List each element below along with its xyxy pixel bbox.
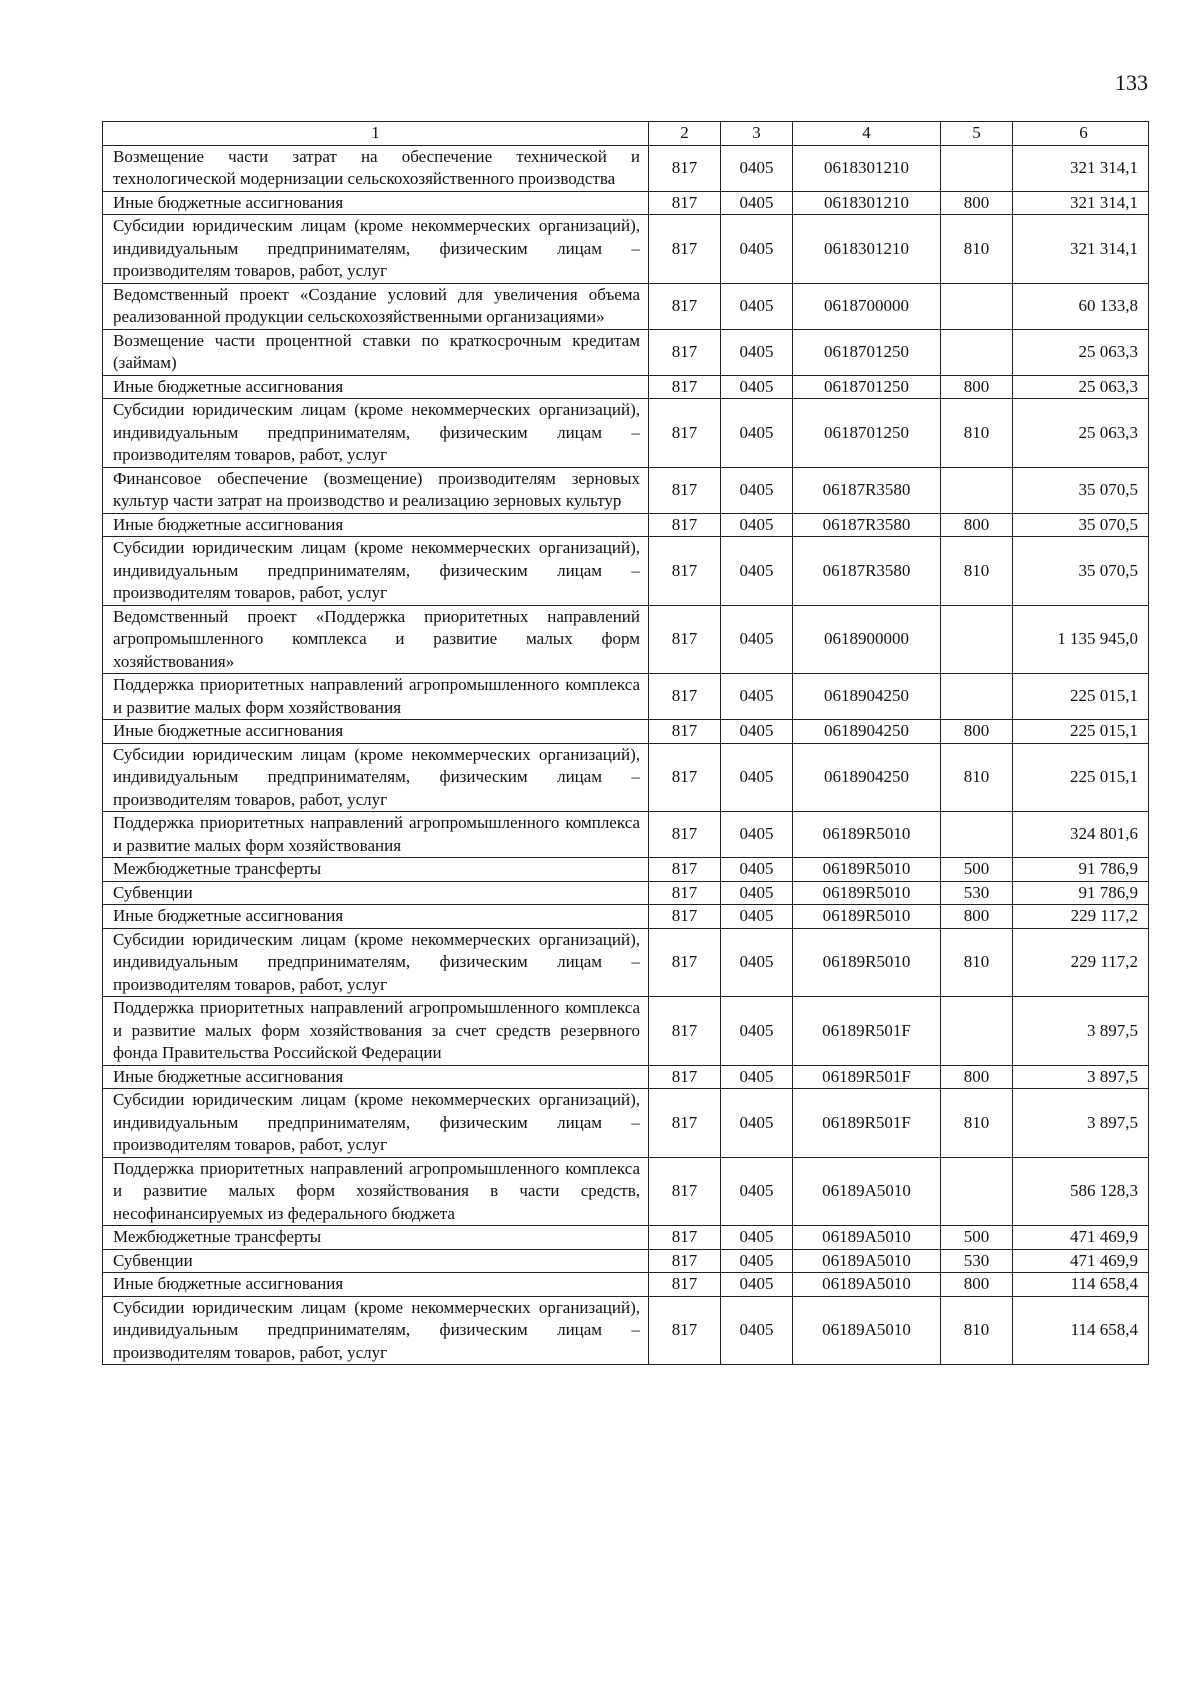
row-grbs-code: 817: [649, 467, 721, 513]
row-target-code: 06189R5010: [793, 905, 941, 929]
row-section-code: 0405: [721, 743, 793, 812]
page-number: 133: [1115, 70, 1148, 95]
row-target-code: 06189R5010: [793, 858, 941, 882]
table-row: [103, 812, 1149, 858]
row-expense-type: 800: [941, 191, 1013, 215]
table-row: [103, 191, 1149, 215]
row-target-code: 06187R3580: [793, 467, 941, 513]
row-amount: 1 135 945,0: [1013, 605, 1149, 674]
row-description: Субсидии юридическим лицам (кроме некоммерческих организаций), индивидуальным предпринимателям, физическим лицам – производителям товаров, работ, услуг: [103, 928, 649, 997]
row-description: Возмещение части затрат на обеспечение технической и технологической модернизации сельскохозяйственного производства: [103, 145, 649, 191]
table-row: [103, 1065, 1149, 1089]
header-cell-1: 1: [103, 122, 649, 146]
row-section-code: 0405: [721, 1296, 793, 1365]
row-amount: 471 469,9: [1013, 1249, 1149, 1273]
row-description: Иные бюджетные ассигнования: [103, 1065, 649, 1089]
row-target-code: 06189A5010: [793, 1249, 941, 1273]
row-description: Поддержка приоритетных направлений агропромышленного комплекса и развитие малых форм хозяйствования за счет средств резервного фонда Правительства Российской Федерации: [103, 997, 649, 1066]
budget-table: [102, 121, 1149, 1365]
row-amount: 35 070,5: [1013, 467, 1149, 513]
row-expense-type: 810: [941, 928, 1013, 997]
row-section-code: 0405: [721, 605, 793, 674]
row-section-code: 0405: [721, 858, 793, 882]
header-cell-4: 4: [793, 122, 941, 146]
row-amount: 3 897,5: [1013, 1089, 1149, 1158]
row-amount: 3 897,5: [1013, 997, 1149, 1066]
row-description: Субвенции: [103, 881, 649, 905]
row-description: Субсидии юридическим лицам (кроме некоммерческих организаций), индивидуальным предпринимателям, физическим лицам – производителям товаров, работ, услуг: [103, 1089, 649, 1158]
row-expense-type: 500: [941, 858, 1013, 882]
row-expense-type: 810: [941, 215, 1013, 284]
table-row: [103, 674, 1149, 720]
row-grbs-code: 817: [649, 191, 721, 215]
row-target-code: 0618701250: [793, 399, 941, 468]
row-amount: 25 063,3: [1013, 375, 1149, 399]
row-expense-type: [941, 283, 1013, 329]
row-target-code: 06189R5010: [793, 928, 941, 997]
row-description: Иные бюджетные ассигнования: [103, 191, 649, 215]
table-row: [103, 329, 1149, 375]
row-expense-type: 800: [941, 375, 1013, 399]
row-grbs-code: 817: [649, 674, 721, 720]
row-expense-type: 800: [941, 513, 1013, 537]
row-grbs-code: 817: [649, 743, 721, 812]
row-target-code: 0618701250: [793, 329, 941, 375]
row-description: Субсидии юридическим лицам (кроме некоммерческих организаций), индивидуальным предпринимателям, физическим лицам – производителям товаров, работ, услуг: [103, 215, 649, 284]
row-target-code: 06189A5010: [793, 1296, 941, 1365]
row-grbs-code: 817: [649, 1296, 721, 1365]
row-target-code: 0618701250: [793, 375, 941, 399]
table-row: [103, 215, 1149, 284]
row-section-code: 0405: [721, 467, 793, 513]
row-grbs-code: 817: [649, 928, 721, 997]
row-expense-type: 530: [941, 1249, 1013, 1273]
row-grbs-code: 817: [649, 1226, 721, 1250]
header-cell-6: 6: [1013, 122, 1149, 146]
row-grbs-code: 817: [649, 1249, 721, 1273]
row-description: Финансовое обеспечение (возмещение) производителям зерновых культур части затрат на производство и реализацию зерновых культур: [103, 467, 649, 513]
row-target-code: 0618700000: [793, 283, 941, 329]
header-row: [103, 122, 1149, 146]
table-row: [103, 467, 1149, 513]
row-grbs-code: 817: [649, 905, 721, 929]
row-grbs-code: 817: [649, 375, 721, 399]
row-description: Ведомственный проект «Поддержка приоритетных направлений агропромышленного комплекса и развитие малых форм хозяйствования»: [103, 605, 649, 674]
row-target-code: 0618301210: [793, 215, 941, 284]
row-section-code: 0405: [721, 375, 793, 399]
table-row: [103, 375, 1149, 399]
row-expense-type: 800: [941, 720, 1013, 744]
row-section-code: 0405: [721, 1273, 793, 1297]
table-row: [103, 858, 1149, 882]
header-cell-3: 3: [721, 122, 793, 146]
row-section-code: 0405: [721, 1157, 793, 1226]
row-description: Субсидии юридическим лицам (кроме некоммерческих организаций), индивидуальным предпринимателям, физическим лицам – производителям товаров, работ, услуг: [103, 537, 649, 606]
row-target-code: 06189R5010: [793, 881, 941, 905]
row-description: Иные бюджетные ассигнования: [103, 375, 649, 399]
row-expense-type: [941, 812, 1013, 858]
row-amount: 91 786,9: [1013, 858, 1149, 882]
table-row: [103, 720, 1149, 744]
row-expense-type: 800: [941, 1065, 1013, 1089]
row-section-code: 0405: [721, 283, 793, 329]
row-amount: 3 897,5: [1013, 1065, 1149, 1089]
row-section-code: 0405: [721, 513, 793, 537]
row-grbs-code: 817: [649, 283, 721, 329]
table-row: [103, 399, 1149, 468]
table-row: [103, 1249, 1149, 1273]
table-row: [103, 1089, 1149, 1158]
table-row: [103, 928, 1149, 997]
row-amount: 321 314,1: [1013, 215, 1149, 284]
row-amount: 225 015,1: [1013, 674, 1149, 720]
row-description: Иные бюджетные ассигнования: [103, 905, 649, 929]
row-grbs-code: 817: [649, 881, 721, 905]
row-target-code: 06189A5010: [793, 1157, 941, 1226]
row-expense-type: [941, 1157, 1013, 1226]
row-expense-type: [941, 605, 1013, 674]
row-target-code: 06189A5010: [793, 1226, 941, 1250]
row-grbs-code: 817: [649, 1273, 721, 1297]
row-amount: 35 070,5: [1013, 537, 1149, 606]
row-grbs-code: 817: [649, 215, 721, 284]
row-description: Иные бюджетные ассигнования: [103, 1273, 649, 1297]
row-description: Субсидии юридическим лицам (кроме некоммерческих организаций), индивидуальным предпринимателям, физическим лицам – производителям товаров, работ, услуг: [103, 399, 649, 468]
row-expense-type: [941, 467, 1013, 513]
row-grbs-code: 817: [649, 513, 721, 537]
row-section-code: 0405: [721, 928, 793, 997]
table-row: [103, 1226, 1149, 1250]
row-amount: 25 063,3: [1013, 399, 1149, 468]
row-section-code: 0405: [721, 997, 793, 1066]
row-description: Возмещение части процентной ставки по краткосрочным кредитам (займам): [103, 329, 649, 375]
row-target-code: 0618904250: [793, 743, 941, 812]
table-row: [103, 1157, 1149, 1226]
row-grbs-code: 817: [649, 537, 721, 606]
header-cell-2: 2: [649, 122, 721, 146]
row-section-code: 0405: [721, 145, 793, 191]
row-description: Ведомственный проект «Создание условий для увеличения объема реализованной продукции сельскохозяйственными организациями»: [103, 283, 649, 329]
row-grbs-code: 817: [649, 997, 721, 1066]
table-row: [103, 537, 1149, 606]
row-amount: 324 801,6: [1013, 812, 1149, 858]
row-section-code: 0405: [721, 1249, 793, 1273]
table-row: [103, 881, 1149, 905]
row-description: Межбюджетные трансферты: [103, 858, 649, 882]
row-expense-type: 530: [941, 881, 1013, 905]
table-body: [103, 145, 1149, 1365]
row-expense-type: 800: [941, 905, 1013, 929]
row-expense-type: [941, 674, 1013, 720]
row-grbs-code: 817: [649, 605, 721, 674]
row-amount: 471 469,9: [1013, 1226, 1149, 1250]
row-amount: 35 070,5: [1013, 513, 1149, 537]
row-target-code: 0618301210: [793, 145, 941, 191]
table-row: [103, 283, 1149, 329]
row-description: Субсидии юридическим лицам (кроме некоммерческих организаций), индивидуальным предпринимателям, физическим лицам – производителям товаров, работ, услуг: [103, 1296, 649, 1365]
row-amount: 225 015,1: [1013, 743, 1149, 812]
row-target-code: 06187R3580: [793, 537, 941, 606]
row-expense-type: [941, 997, 1013, 1066]
row-expense-type: [941, 329, 1013, 375]
row-description: Иные бюджетные ассигнования: [103, 513, 649, 537]
row-grbs-code: 817: [649, 812, 721, 858]
row-amount: 25 063,3: [1013, 329, 1149, 375]
row-expense-type: 810: [941, 743, 1013, 812]
row-target-code: 0618904250: [793, 674, 941, 720]
table-row: [103, 1296, 1149, 1365]
row-expense-type: 800: [941, 1273, 1013, 1297]
row-section-code: 0405: [721, 905, 793, 929]
row-description: Поддержка приоритетных направлений агропромышленного комплекса и развитие малых форм хозяйствования в части средств, несофинансируемых из федерального бюджета: [103, 1157, 649, 1226]
table-row: [103, 905, 1149, 929]
row-amount: 225 015,1: [1013, 720, 1149, 744]
row-amount: 91 786,9: [1013, 881, 1149, 905]
header-cell-5: 5: [941, 122, 1013, 146]
row-expense-type: 810: [941, 1296, 1013, 1365]
row-amount: 586 128,3: [1013, 1157, 1149, 1226]
row-target-code: 06189R501F: [793, 1089, 941, 1158]
table-row: [103, 743, 1149, 812]
row-target-code: 06187R3580: [793, 513, 941, 537]
row-grbs-code: 817: [649, 858, 721, 882]
row-expense-type: 810: [941, 537, 1013, 606]
row-description: Иные бюджетные ассигнования: [103, 720, 649, 744]
table-row: [103, 1273, 1149, 1297]
row-section-code: 0405: [721, 537, 793, 606]
row-amount: 114 658,4: [1013, 1296, 1149, 1365]
row-section-code: 0405: [721, 881, 793, 905]
row-section-code: 0405: [721, 329, 793, 375]
row-expense-type: 810: [941, 399, 1013, 468]
row-section-code: 0405: [721, 215, 793, 284]
row-target-code: 0618904250: [793, 720, 941, 744]
row-amount: 321 314,1: [1013, 145, 1149, 191]
row-section-code: 0405: [721, 1089, 793, 1158]
table-row: [103, 145, 1149, 191]
row-grbs-code: 817: [649, 1089, 721, 1158]
row-expense-type: [941, 145, 1013, 191]
row-section-code: 0405: [721, 399, 793, 468]
table-row: [103, 997, 1149, 1066]
row-target-code: 0618900000: [793, 605, 941, 674]
row-section-code: 0405: [721, 1226, 793, 1250]
row-grbs-code: 817: [649, 145, 721, 191]
row-section-code: 0405: [721, 674, 793, 720]
row-amount: 114 658,4: [1013, 1273, 1149, 1297]
row-grbs-code: 817: [649, 1157, 721, 1226]
row-description: Субсидии юридическим лицам (кроме некоммерческих организаций), индивидуальным предпринимателям, физическим лицам – производителям товаров, работ, услуг: [103, 743, 649, 812]
row-amount: 60 133,8: [1013, 283, 1149, 329]
row-description: Поддержка приоритетных направлений агропромышленного комплекса и развитие малых форм хозяйствования: [103, 674, 649, 720]
row-section-code: 0405: [721, 1065, 793, 1089]
row-grbs-code: 817: [649, 329, 721, 375]
row-amount: 321 314,1: [1013, 191, 1149, 215]
row-target-code: 06189R5010: [793, 812, 941, 858]
row-description: Поддержка приоритетных направлений агропромышленного комплекса и развитие малых форм хозяйствования: [103, 812, 649, 858]
row-grbs-code: 817: [649, 1065, 721, 1089]
row-grbs-code: 817: [649, 720, 721, 744]
row-amount: 229 117,2: [1013, 928, 1149, 997]
row-target-code: 06189R501F: [793, 997, 941, 1066]
row-section-code: 0405: [721, 812, 793, 858]
row-target-code: 0618301210: [793, 191, 941, 215]
row-expense-type: 500: [941, 1226, 1013, 1250]
table-row: [103, 513, 1149, 537]
row-grbs-code: 817: [649, 399, 721, 468]
row-section-code: 0405: [721, 720, 793, 744]
row-target-code: 06189A5010: [793, 1273, 941, 1297]
row-amount: 229 117,2: [1013, 905, 1149, 929]
row-section-code: 0405: [721, 191, 793, 215]
row-expense-type: 810: [941, 1089, 1013, 1158]
table-row: [103, 605, 1149, 674]
row-description: Субвенции: [103, 1249, 649, 1273]
row-target-code: 06189R501F: [793, 1065, 941, 1089]
row-description: Межбюджетные трансферты: [103, 1226, 649, 1250]
